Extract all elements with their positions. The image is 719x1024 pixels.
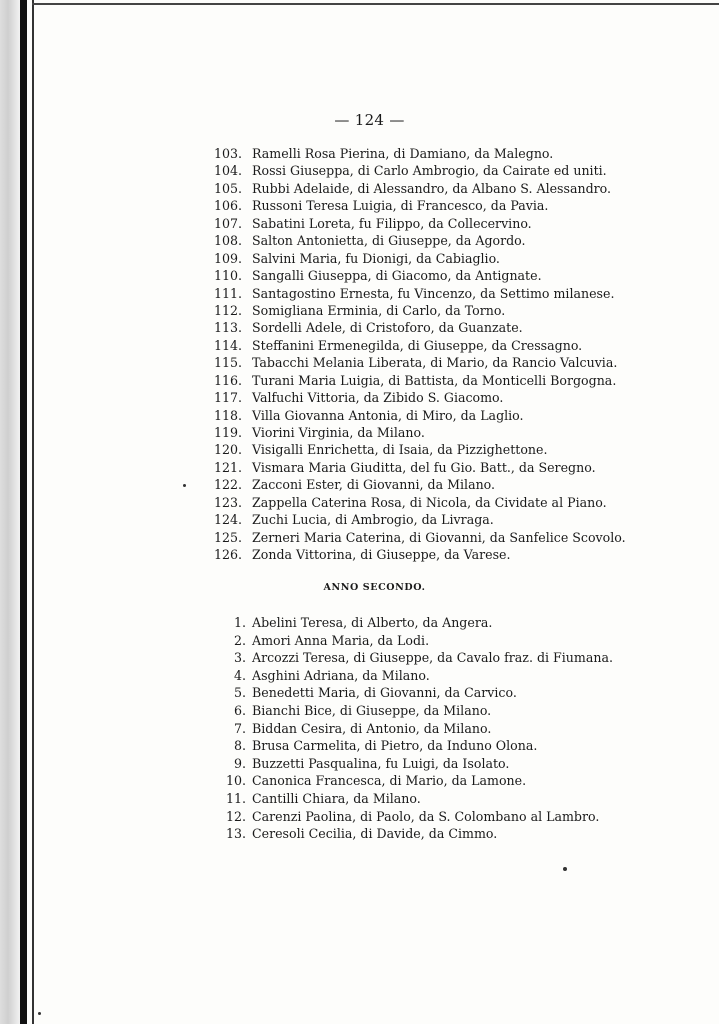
- ink-speck: [183, 484, 186, 487]
- entry-text: Visigalli Enrichetta, di Isaia, da Pizzighettone.: [252, 442, 548, 458]
- list-item: [214, 162, 674, 179]
- list-item: [214, 145, 674, 162]
- entry-text: Rubbi Adelaide, di Alessandro, da Albano S. Alessandro.: [252, 180, 612, 196]
- entry-text: Tabacchi Melania Liberata, di Mario, da Rancio Valcuvia.: [252, 355, 618, 371]
- page-top-rule: [32, 3, 719, 5]
- entry-text: Bianchi Bice, di Giuseppe, da Milano.: [252, 702, 492, 718]
- entry-number: 117.: [214, 390, 243, 406]
- ink-speck: [563, 867, 567, 871]
- entry-text: Zacconi Ester, di Giovanni, da Milano.: [252, 477, 496, 493]
- entry-text: Buzzetti Pasqualina, fu Luigi, da Isolato.: [252, 755, 510, 771]
- ink-speck: [38, 1012, 41, 1015]
- entry-number: 119.: [214, 425, 243, 440]
- entry-text: Sabatini Loreta, fu Filippo, da Collecervino.: [252, 215, 532, 231]
- list-item: [214, 529, 674, 546]
- entry-text: Amori Anna Maria, da Lodi.: [252, 632, 430, 648]
- entry-text: Abelini Teresa, di Alberto, da Angera.: [252, 615, 493, 630]
- entry-text: Somigliana Erminia, di Carlo, da Torno.: [252, 302, 506, 318]
- entry-text: Cantilli Chiara, da Milano.: [252, 790, 421, 806]
- list-item: [214, 389, 674, 406]
- list-item: [214, 302, 674, 319]
- list-item: [218, 808, 678, 826]
- list-item: [214, 459, 674, 476]
- entry-number: 105.: [214, 180, 243, 196]
- entry-number: 108.: [214, 233, 243, 249]
- entry-text: Zappella Caterina Rosa, di Nicola, da Cividate al Piano.: [252, 494, 607, 510]
- list-item: [218, 790, 678, 808]
- entry-number: 8.: [233, 738, 246, 754]
- entry-number: 2.: [233, 632, 246, 648]
- entry-text: Rossi Giuseppa, di Carlo Ambrogio, da Cairate ed uniti.: [252, 163, 607, 179]
- entry-number: 122.: [214, 477, 243, 493]
- list-item: [214, 180, 674, 197]
- entry-number: 3.: [233, 650, 246, 666]
- list-item: [214, 319, 674, 336]
- list-item: [218, 632, 678, 650]
- entry-text: Canonica Francesca, di Mario, da Lamone.: [252, 773, 527, 789]
- list-item: [218, 614, 678, 632]
- list-item: [218, 649, 678, 667]
- entry-text: Valfuchi Vittoria, da Zibido S. Giacomo.: [252, 390, 504, 406]
- entry-number: 5.: [233, 685, 246, 701]
- entry-number: 12.: [225, 808, 246, 824]
- entry-number: 114.: [214, 337, 243, 353]
- list-item: [214, 285, 674, 302]
- entry-number: 1.: [233, 615, 246, 630]
- entry-text: Steffanini Ermenegilda, di Giuseppe, da Cressagno.: [252, 337, 583, 353]
- entry-text: Carenzi Paolina, di Paolo, da S. Colombano al Lambro.: [252, 808, 600, 824]
- list-item: [214, 215, 674, 232]
- list-item: [218, 667, 678, 685]
- list-item: [218, 772, 678, 790]
- list-item: [218, 684, 678, 702]
- list-item: [214, 197, 674, 214]
- entry-text: Salton Antonietta, di Giuseppe, da Agordo.: [252, 233, 526, 249]
- list-item: [214, 250, 674, 267]
- book-binding-shadow: [0, 0, 20, 1024]
- entry-number: 107.: [214, 215, 243, 231]
- entry-number: 125.: [214, 529, 243, 545]
- list-item: [214, 546, 674, 563]
- entry-number: 118.: [214, 407, 243, 423]
- list-item: [214, 441, 674, 458]
- entry-text: Salvini Maria, fu Dionigi, da Cabiaglio.: [252, 250, 500, 266]
- entry-number: 111.: [214, 285, 243, 301]
- page-edge-thick-rule: [20, 0, 27, 1024]
- entry-number: 116.: [214, 372, 243, 388]
- entry-number: 103.: [214, 146, 243, 161]
- entry-number: 112.: [214, 302, 243, 318]
- entry-number: 106.: [214, 198, 243, 214]
- list-item: [218, 737, 678, 755]
- page-edge-thin-rule: [32, 0, 34, 1024]
- entry-text: Russoni Teresa Luigia, di Francesco, da Pavia.: [252, 198, 549, 214]
- entry-number: 9.: [233, 755, 246, 771]
- entry-number: 121.: [214, 459, 243, 475]
- entry-text: Santagostino Ernesta, fu Vincenzo, da Settimo milanese.: [252, 285, 615, 301]
- entry-text: Zonda Vittorina, di Giuseppe, da Varese.: [252, 547, 511, 563]
- list-item: [214, 494, 674, 511]
- entry-number: 6.: [233, 702, 246, 718]
- entry-text: Benedetti Maria, di Giovanni, da Carvico.: [252, 685, 517, 701]
- list-item: [214, 354, 674, 371]
- entry-text: Viorini Virginia, da Milano.: [252, 425, 425, 440]
- entry-text: Brusa Carmelita, di Pietro, da Induno Olona.: [252, 738, 538, 754]
- list-item: [218, 702, 678, 720]
- entry-text: Zuchi Lucia, di Ambrogio, da Livraga.: [252, 512, 494, 528]
- entry-number: 110.: [214, 268, 243, 284]
- entry-number: 113.: [214, 320, 243, 336]
- entry-number: 104.: [214, 163, 243, 179]
- list-item: [214, 232, 674, 249]
- entry-text: Biddan Cesira, di Antonio, da Milano.: [252, 720, 492, 736]
- list-item: [214, 511, 674, 528]
- entry-text: Asghini Adriana, da Milano.: [252, 667, 430, 683]
- entry-number: 109.: [214, 250, 243, 266]
- entry-text: Arcozzi Teresa, di Giuseppe, da Cavalo fraz. di Fiumana.: [252, 650, 613, 666]
- entry-number: 4.: [233, 667, 246, 683]
- list-item: [218, 755, 678, 773]
- list-item: [214, 424, 674, 441]
- list-item: [214, 372, 674, 389]
- list-item: [214, 267, 674, 284]
- entry-number: 115.: [214, 355, 243, 371]
- list-item: [214, 337, 674, 354]
- list-item: [214, 476, 674, 493]
- section-heading: ANNO SECONDO.: [323, 582, 426, 593]
- entry-text: Ceresoli Cecilia, di Davide, da Cimmo.: [252, 826, 498, 842]
- entry-text: Ramelli Rosa Pierina, di Damiano, da Malegno.: [252, 146, 554, 161]
- entry-number: 11.: [225, 790, 246, 806]
- list-item: [214, 407, 674, 424]
- entry-number: 7.: [233, 720, 246, 736]
- entry-number: 123.: [214, 494, 243, 510]
- entry-text: Villa Giovanna Antonia, di Miro, da Laglio.: [252, 407, 524, 423]
- entry-number: 120.: [214, 442, 243, 458]
- entry-text: Sangalli Giuseppa, di Giacomo, da Antignate.: [252, 268, 542, 284]
- entry-number: 10.: [225, 773, 246, 789]
- entry-number: 13.: [225, 826, 246, 842]
- student-list-first: [214, 145, 674, 564]
- entry-number: 126.: [214, 547, 243, 563]
- student-list-second-year: [218, 614, 678, 843]
- entry-text: Turani Maria Luigia, di Battista, da Monticelli Borgogna.: [252, 372, 617, 388]
- entry-text: Zerneri Maria Caterina, di Giovanni, da Sanfelice Scovolo.: [252, 529, 626, 545]
- entry-text: Vismara Maria Giuditta, del fu Gio. Batt., da Seregno.: [252, 459, 596, 475]
- entry-text: Sordelli Adele, di Cristoforo, da Guanzate.: [252, 320, 523, 336]
- entry-number: 124.: [214, 512, 243, 528]
- list-item: [218, 825, 678, 843]
- page-number: — 124 —: [334, 111, 405, 129]
- list-item: [218, 720, 678, 738]
